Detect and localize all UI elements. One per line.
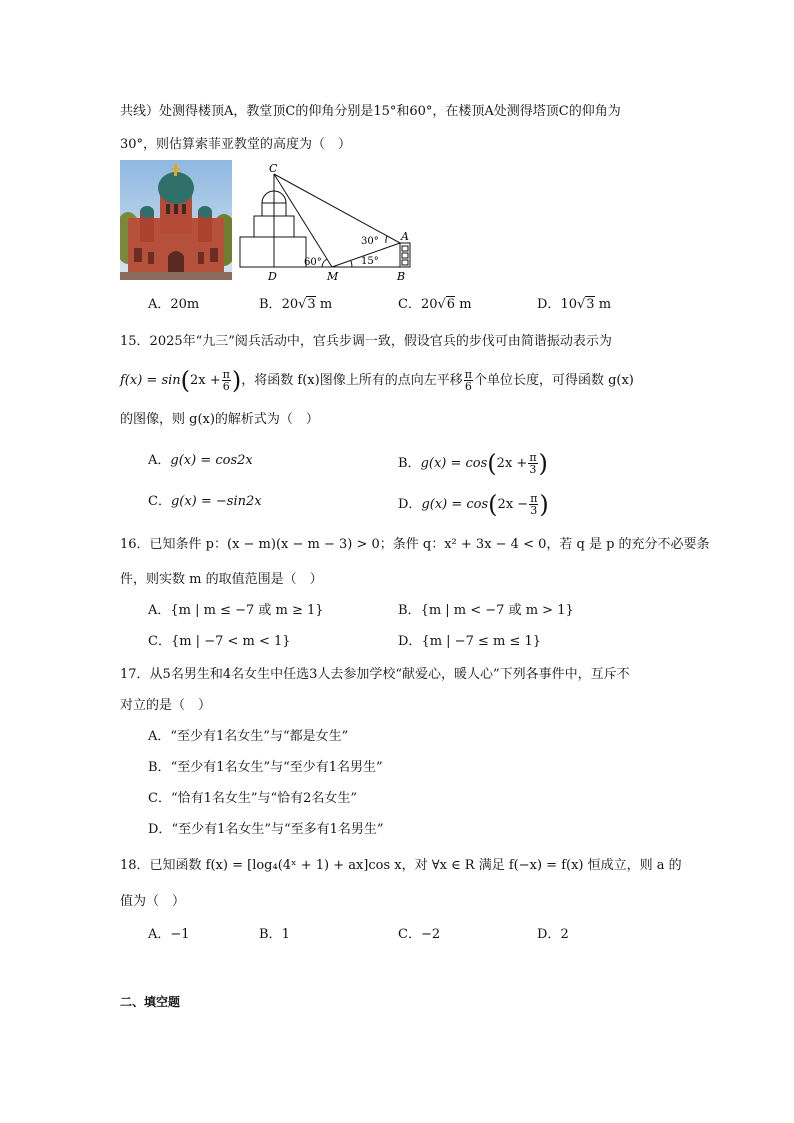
q17-text-line1: 17．从5名男生和4名女生中任选3人去参加学校“献爱心，暖人心”下列各事件中，互斥不 <box>120 667 630 682</box>
q18-option-c[interactable]: C．−2 <box>398 927 441 942</box>
q14-text-line1: 共线）处测得楼顶A，教堂顶C的仰角分别是15°和60°，在楼顶A处测得塔顶C的仰角为 <box>120 104 621 119</box>
q16-text-line2: 件，则实数 m 的取值范围是（ ） <box>120 572 323 587</box>
cathedral-photo <box>120 160 232 280</box>
q17-option-a[interactable]: A．“至少有1名女生”与“都是女生” <box>148 729 349 744</box>
q16-option-c[interactable]: C．{m | −7 < m < 1} <box>148 634 291 649</box>
q18-option-d[interactable]: D．2 <box>537 927 569 942</box>
q15-text-line1: 15．2025年“九三”阅兵活动中，官兵步调一致，假设官兵的步伐可由简谐振动表示为 <box>120 334 612 349</box>
geometry-diagram <box>232 160 422 285</box>
q15-option-b[interactable]: B．g(x) = cos(2x + $\frac{\pi}{3}$ ) <box>398 449 548 478</box>
q14-option-a[interactable]: A．20m <box>148 297 200 312</box>
q15-text-line2: f(x) = sin(2x + $\frac{\pi}{6}$ )，将函数 f(x)图像上所有的点向左平移 $\frac{\pi}{6}$ 个单位长度，可得函数 g(x) <box>120 366 634 395</box>
q17-option-b[interactable]: B．“至少有1名女生”与“至少有1名男生” <box>148 760 383 775</box>
q18-text-line2: 值为（ ） <box>120 894 186 909</box>
q14-option-d[interactable]: D．10√3 m <box>537 297 612 312</box>
q16-option-a[interactable]: A．{m | m ≤ −7 或 m ≥ 1} <box>148 603 324 618</box>
q14-option-b[interactable]: B．20√3 m <box>259 297 333 312</box>
q18-option-b[interactable]: B．1 <box>259 927 290 942</box>
q15-option-c[interactable]: C．g(x) = −sin2x <box>148 494 262 509</box>
q15-text-line3: 的图像，则 g(x)的解析式为（ ） <box>120 412 319 427</box>
angle-30-label: 30° <box>361 236 379 247</box>
q17-option-d[interactable]: D．“至少有1名女生”与“至多有1名男生” <box>148 822 384 837</box>
q16-text-line1: 16．已知条件 p：(x − m)(x − m − 3) > 0；条件 q：x² + 3x − 4 < 0，若 q 是 p 的充分不必要条 <box>120 537 710 552</box>
q15-option-d[interactable]: D．g(x) = cos(2x − $\frac{\pi}{3}$ ) <box>398 490 549 519</box>
q17-option-c[interactable]: C．“恰有1名女生”与“恰有2名女生” <box>148 791 358 806</box>
label-c: C <box>269 162 278 175</box>
q17-text-line2: 对立的是（ ） <box>120 698 212 713</box>
section-heading-fill-in: 二、填空题 <box>120 995 181 1009</box>
q18-text-line1: 18．已知函数 f(x) = [log₄(4ˣ + 1) + ax]cos x，对 ∀x ∈ R 满足 f(−x) = f(x) 恒成立，则 a 的 <box>120 858 682 873</box>
angle-60-label: 60° <box>304 257 322 268</box>
q15-option-a[interactable]: A．g(x) = cos2x <box>148 453 253 468</box>
q14-text-line2: 30°，则估算索菲亚教堂的高度为（ ） <box>120 137 352 152</box>
label-m: M <box>327 270 339 283</box>
q16-option-d[interactable]: D．{m | −7 ≤ m ≤ 1} <box>398 634 542 649</box>
q16-option-b[interactable]: B．{m | m < −7 或 m > 1} <box>398 603 574 618</box>
label-a: A <box>401 230 409 243</box>
label-b: B <box>397 270 406 283</box>
angle-15-label: 15° <box>361 256 379 267</box>
q18-option-a[interactable]: A．−1 <box>148 927 190 942</box>
label-d: D <box>268 270 277 283</box>
q14-option-c[interactable]: C．20√6 m <box>398 297 472 312</box>
